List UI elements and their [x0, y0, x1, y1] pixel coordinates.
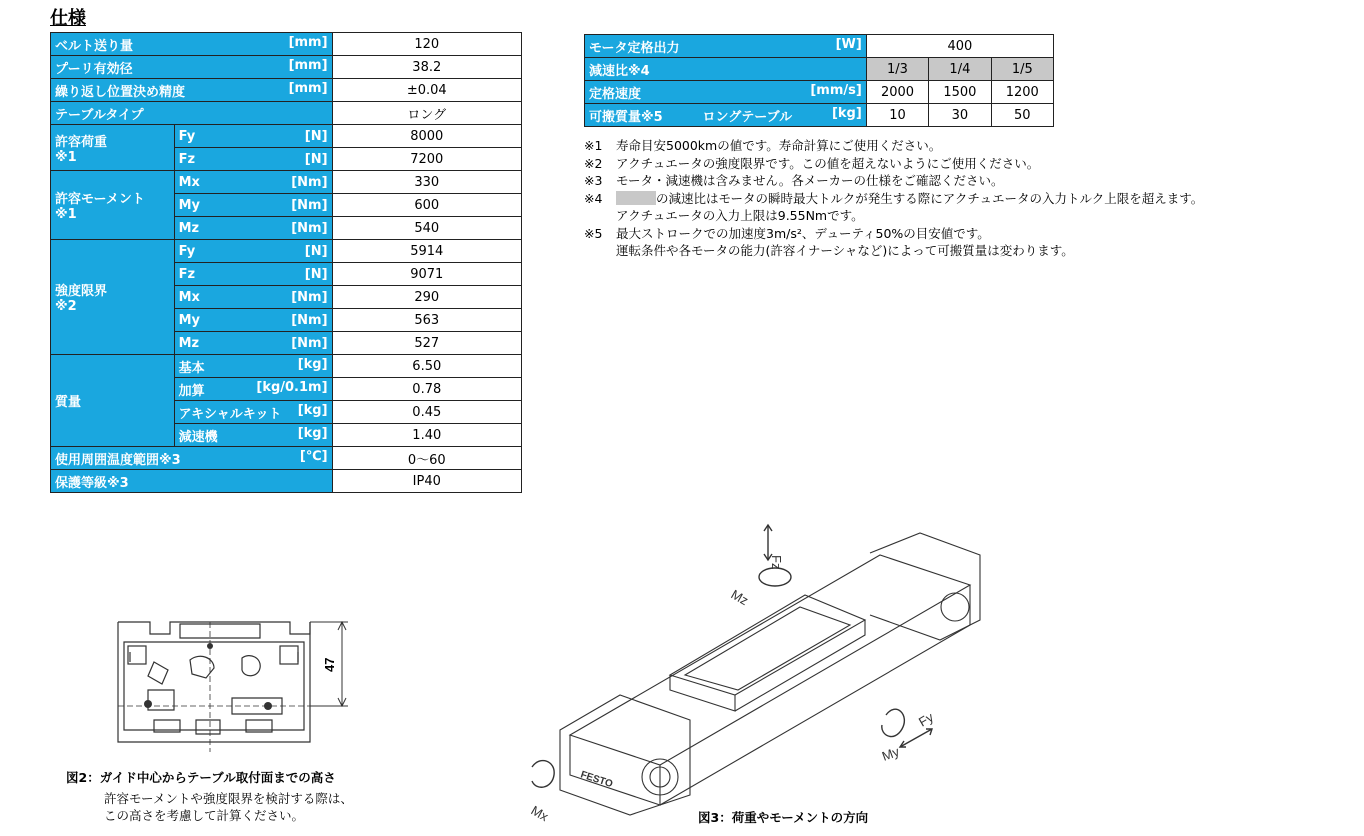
spec-row	[51, 79, 522, 102]
spec-sub-label: My	[178, 197, 201, 213]
spec-group-label: 質量	[51, 355, 175, 447]
spec-unit: [N]	[304, 151, 328, 167]
spec-label: テーブルタイプ	[55, 107, 144, 123]
spec-unit: [mm]	[288, 57, 328, 73]
fig2-cross-section	[110, 612, 370, 762]
spec-value: 0～60	[332, 447, 521, 470]
spec-table	[50, 32, 522, 493]
spec-row	[51, 171, 522, 194]
spec-unit: [kg/0.1m]	[256, 379, 328, 395]
payload-cell: 50	[991, 104, 1053, 127]
spec-unit: [Nm]	[291, 312, 328, 328]
spec-value: ±0.04	[332, 79, 521, 102]
spec-label: 使用周囲温度範囲※3	[55, 452, 181, 468]
fig3-label-fz: Fz	[769, 555, 784, 570]
note-item: ※3 モータ・減速機は含みません。各メーカーの仕様をご確認ください。	[584, 173, 1004, 188]
spec-value: IP40	[332, 470, 521, 493]
spec-unit: [kg]	[297, 425, 328, 441]
fig3-label-fy: Fy	[916, 709, 937, 730]
spec-value: 7200	[332, 148, 521, 171]
spec-label: 繰り返し位置決め精度	[55, 84, 186, 100]
spec-row	[51, 470, 522, 493]
spec-sub-label: Fy	[178, 128, 196, 144]
spec-value: 527	[332, 332, 521, 355]
ratio-cell: 1/3	[866, 58, 928, 81]
ratio-cell: 1/4	[929, 58, 991, 81]
spec-group-label: 許容モーメント ※1	[51, 171, 175, 240]
spec-sub-label: Mx	[178, 174, 200, 190]
spec-value: 563	[332, 309, 521, 332]
spec-unit: [kg]	[297, 356, 328, 372]
note-item: アクチュエータの入力上限は9.55Nmです。	[616, 208, 864, 223]
spec-label: 保護等級※3	[55, 475, 129, 491]
spec-sub-label: 減速機	[178, 429, 218, 445]
spec-value: 1.40	[332, 424, 521, 447]
motor-output-value: 400	[866, 35, 1053, 58]
spec-sub-label: Fy	[178, 243, 196, 259]
spec-sub-label: 基本	[178, 360, 205, 376]
note-item: ※2 アクチュエータの強度限界です。この値を超えないようにご使用ください。	[584, 155, 1040, 171]
spec-unit: [Nm]	[291, 220, 328, 236]
spec-value: 38.2	[332, 56, 521, 79]
spec-value: 6.50	[332, 355, 521, 378]
spec-sub-label: Fz	[178, 266, 196, 282]
spec-sub-label: Fz	[178, 151, 196, 167]
spec-value: 120	[332, 33, 521, 56]
spec-unit: [N]	[304, 128, 328, 144]
speed-cell: 1500	[929, 81, 991, 104]
spec-unit: [Nm]	[291, 335, 328, 351]
page-title: 仕様	[50, 8, 86, 29]
spec-value: 600	[332, 194, 521, 217]
spec-value: 0.45	[332, 401, 521, 424]
fig3-brand: FESTO	[579, 769, 615, 791]
spec-sub-label: 加算	[178, 383, 205, 399]
spec-row	[51, 125, 522, 148]
spec-label: ベルト送り量	[55, 38, 134, 54]
motor-speed-label: 定格速度	[589, 86, 642, 102]
payload-cell: 30	[929, 104, 991, 127]
ratio-cell: 1/5	[991, 58, 1053, 81]
spec-unit: [Nm]	[291, 289, 328, 305]
spec-row	[51, 102, 522, 125]
spec-value: 330	[332, 171, 521, 194]
spec-row	[51, 240, 522, 263]
spec-unit: [mm]	[288, 80, 328, 96]
fig3-actuator	[520, 515, 990, 825]
motor-output-label: モータ定格出力	[589, 40, 680, 56]
spec-value: 9071	[332, 263, 521, 286]
spec-unit: [kg]	[297, 402, 328, 418]
fig2-note-line2: この高さを考慮して計算ください。	[104, 808, 305, 823]
fig2-caption: 図2：ガイド中心からテーブル取付面までの高さ	[66, 770, 336, 785]
spec-value: 0.78	[332, 378, 521, 401]
spec-sub-label: Mz	[178, 220, 200, 236]
spec-unit: [N]	[304, 266, 328, 282]
payload-cell: 10	[866, 104, 928, 127]
spec-label: プーリ有効径	[55, 61, 133, 77]
motor-speed-unit: [mm/s]	[810, 82, 862, 98]
spec-sub-label: My	[178, 312, 201, 328]
motor-ratio-label: 減速比※4	[585, 58, 867, 81]
spec-unit: [mm]	[288, 34, 328, 50]
fig2-dimension: 47	[322, 657, 337, 672]
spec-sub-label: Mz	[178, 335, 200, 351]
spec-sub-label: アキシャルキット	[178, 406, 282, 422]
fig3-label-mz: Mz	[728, 586, 752, 609]
motor-payload-sub: ロングテーブル	[702, 109, 793, 125]
note-item: ※5 最大ストロークでの加速度3m/s²、デューティ50%の目安値です。	[584, 225, 990, 241]
notes	[584, 137, 1203, 260]
fig3-label-my: My	[879, 743, 902, 764]
note-item: ※1 寿命目安5000kmの値です。寿命計算にご使用ください。	[584, 138, 942, 153]
highlight-swatch	[616, 191, 656, 205]
spec-value: 8000	[332, 125, 521, 148]
spec-value: 290	[332, 286, 521, 309]
spec-unit: [N]	[304, 243, 328, 259]
spec-unit: [Nm]	[291, 197, 328, 213]
spec-row	[51, 447, 522, 470]
motor-table	[584, 34, 1054, 127]
motor-ratio-row	[585, 58, 1054, 81]
motor-payload-label: 可搬質量※5	[589, 109, 663, 125]
spec-value: 5914	[332, 240, 521, 263]
spec-row	[51, 355, 522, 378]
motor-output-unit: [W]	[835, 36, 862, 52]
fig3-label-mx: Mx	[528, 802, 552, 825]
spec-row	[51, 33, 522, 56]
note-item: 運転条件や各モータの能力(許容イナーシャなど)によって可搬質量は変わります。	[616, 243, 1074, 258]
speed-cell: 2000	[866, 81, 928, 104]
spec-unit: [℃]	[299, 448, 328, 464]
motor-speed-row	[585, 81, 1054, 104]
motor-payload-row	[585, 104, 1054, 127]
motor-payload-unit: [kg]	[831, 105, 862, 121]
fig2-note	[104, 790, 353, 824]
motor-output-row	[585, 35, 1054, 58]
fig2-note-line1: 許容モーメントや強度限界を検討する際は、	[104, 791, 353, 806]
spec-sub-label: Mx	[178, 289, 200, 305]
spec-group-label: 強度限界 ※2	[51, 240, 175, 355]
fig3-caption: 図3：荷重やモーメントの方向	[698, 810, 869, 825]
speed-cell: 1200	[991, 81, 1053, 104]
spec-value: 540	[332, 217, 521, 240]
spec-row	[51, 56, 522, 79]
spec-value: ロング	[332, 102, 521, 125]
spec-unit: [Nm]	[291, 174, 328, 190]
note-item: ※4 の減速比はモータの瞬時最大トルクが発生する際にアクチュエータの入力トルク上限を超えます。	[584, 190, 1204, 206]
spec-group-label: 許容荷重 ※1	[51, 125, 175, 171]
